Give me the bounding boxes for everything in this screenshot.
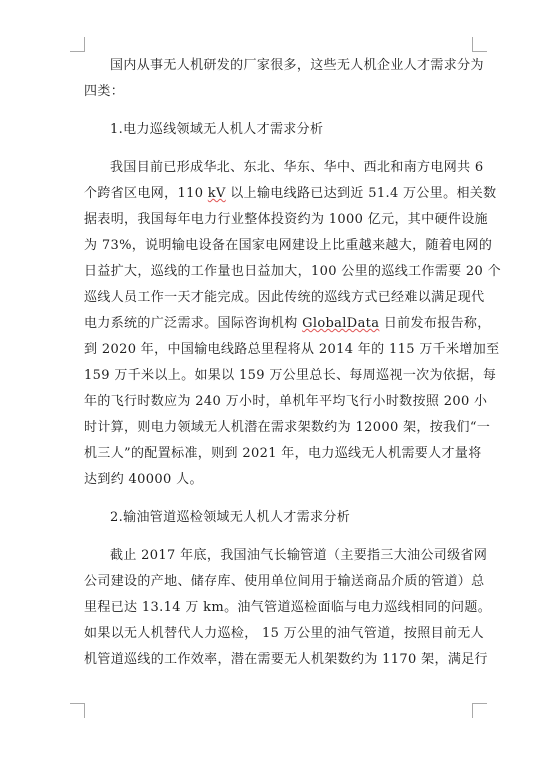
paragraph-line: 机三人”的配置标准，则到 2021 年，电力巡线无人机需要人才量将 — [84, 446, 482, 461]
paragraph-line: 如果以无人机替代人力巡检， 15 万公里的油气管道，按照目前无人 — [84, 626, 485, 641]
crop-mark-top-left — [70, 37, 85, 52]
paragraph-line: 日益扩大，巡线的工作量也日益加大，100 公里的巡线工作需要 20 个 — [84, 264, 502, 279]
paragraph-line: 达到约 40000 人。 — [84, 472, 203, 487]
paragraph-line: 个跨省区电网，110 kV 以上输电线路已达到近 51.4 万公里。相关数 — [84, 186, 497, 201]
paragraph-line: 我国目前已形成华北、东北、华东、华中、西北和南方电网共 6 — [110, 160, 484, 175]
paragraph-line: 时计算，则电力领域无人机潜在需求架数约为 12000 架，按我们“一 — [84, 420, 491, 435]
paragraph-line: 到 2020 年，中国输电线路总里程将从 2014 年的 115 万千米增加至 — [84, 342, 500, 357]
paragraph-line: 公司建设的产地、储存库、使用单位间用于输送商品介质的管道）总 — [84, 574, 485, 589]
crop-mark-bottom-left — [70, 703, 85, 718]
paragraph-line: 电力系统的广泛需求。国际咨询机构 GlobalData 日前发布报告称， — [84, 316, 491, 331]
intro-line: 国内从事无人机研发的厂家很多，这些无人机企业人才需求分为 — [110, 58, 484, 73]
paragraph-line: 年的飞行时数应为 240 万小时，单机年平均飞行小时数按照 200 小 — [84, 394, 488, 409]
crop-mark-top-right — [472, 37, 487, 52]
section-heading-power: 1.电力巡线领域无人机人才需求分析 — [110, 122, 324, 137]
paragraph-line: 巡线人员工作一天才能完成。因此传统的巡线方式已经难以满足现代 — [84, 290, 485, 305]
intro-line: 四类： — [84, 84, 125, 99]
paragraph-line: 里程已达 13.14 万 km。油气管道巡检面临与电力巡线相同的问题。 — [84, 600, 492, 615]
paragraph-line: 截止 2017 年底，我国油气长输管道（主要指三大油公司级省网 — [110, 548, 488, 563]
paragraph-line: 据表明，我国每年电力行业整体投资约为 1000 亿元，其中硬件设施 — [84, 212, 488, 227]
paragraph-line: 机管道巡线的工作效率，潜在需要无人机架数约为 1170 架，满足行 — [84, 652, 488, 667]
spellcheck-word: GlobalData — [302, 316, 380, 331]
paragraph-line: 为 73%，说明输电设备在国家电网建设上比重越来越大，随着电网的 — [84, 238, 493, 253]
spellcheck-word: kV — [207, 186, 226, 201]
crop-mark-bottom-right — [472, 703, 487, 718]
paragraph-line: 159 万千米以上。如果以 159 万公里总长、每周巡视一次为依据，每 — [84, 368, 497, 383]
document-body[interactable] — [84, 53, 502, 673]
section-heading-pipeline: 2.输油管道巡检领域无人机人才需求分析 — [110, 510, 351, 525]
